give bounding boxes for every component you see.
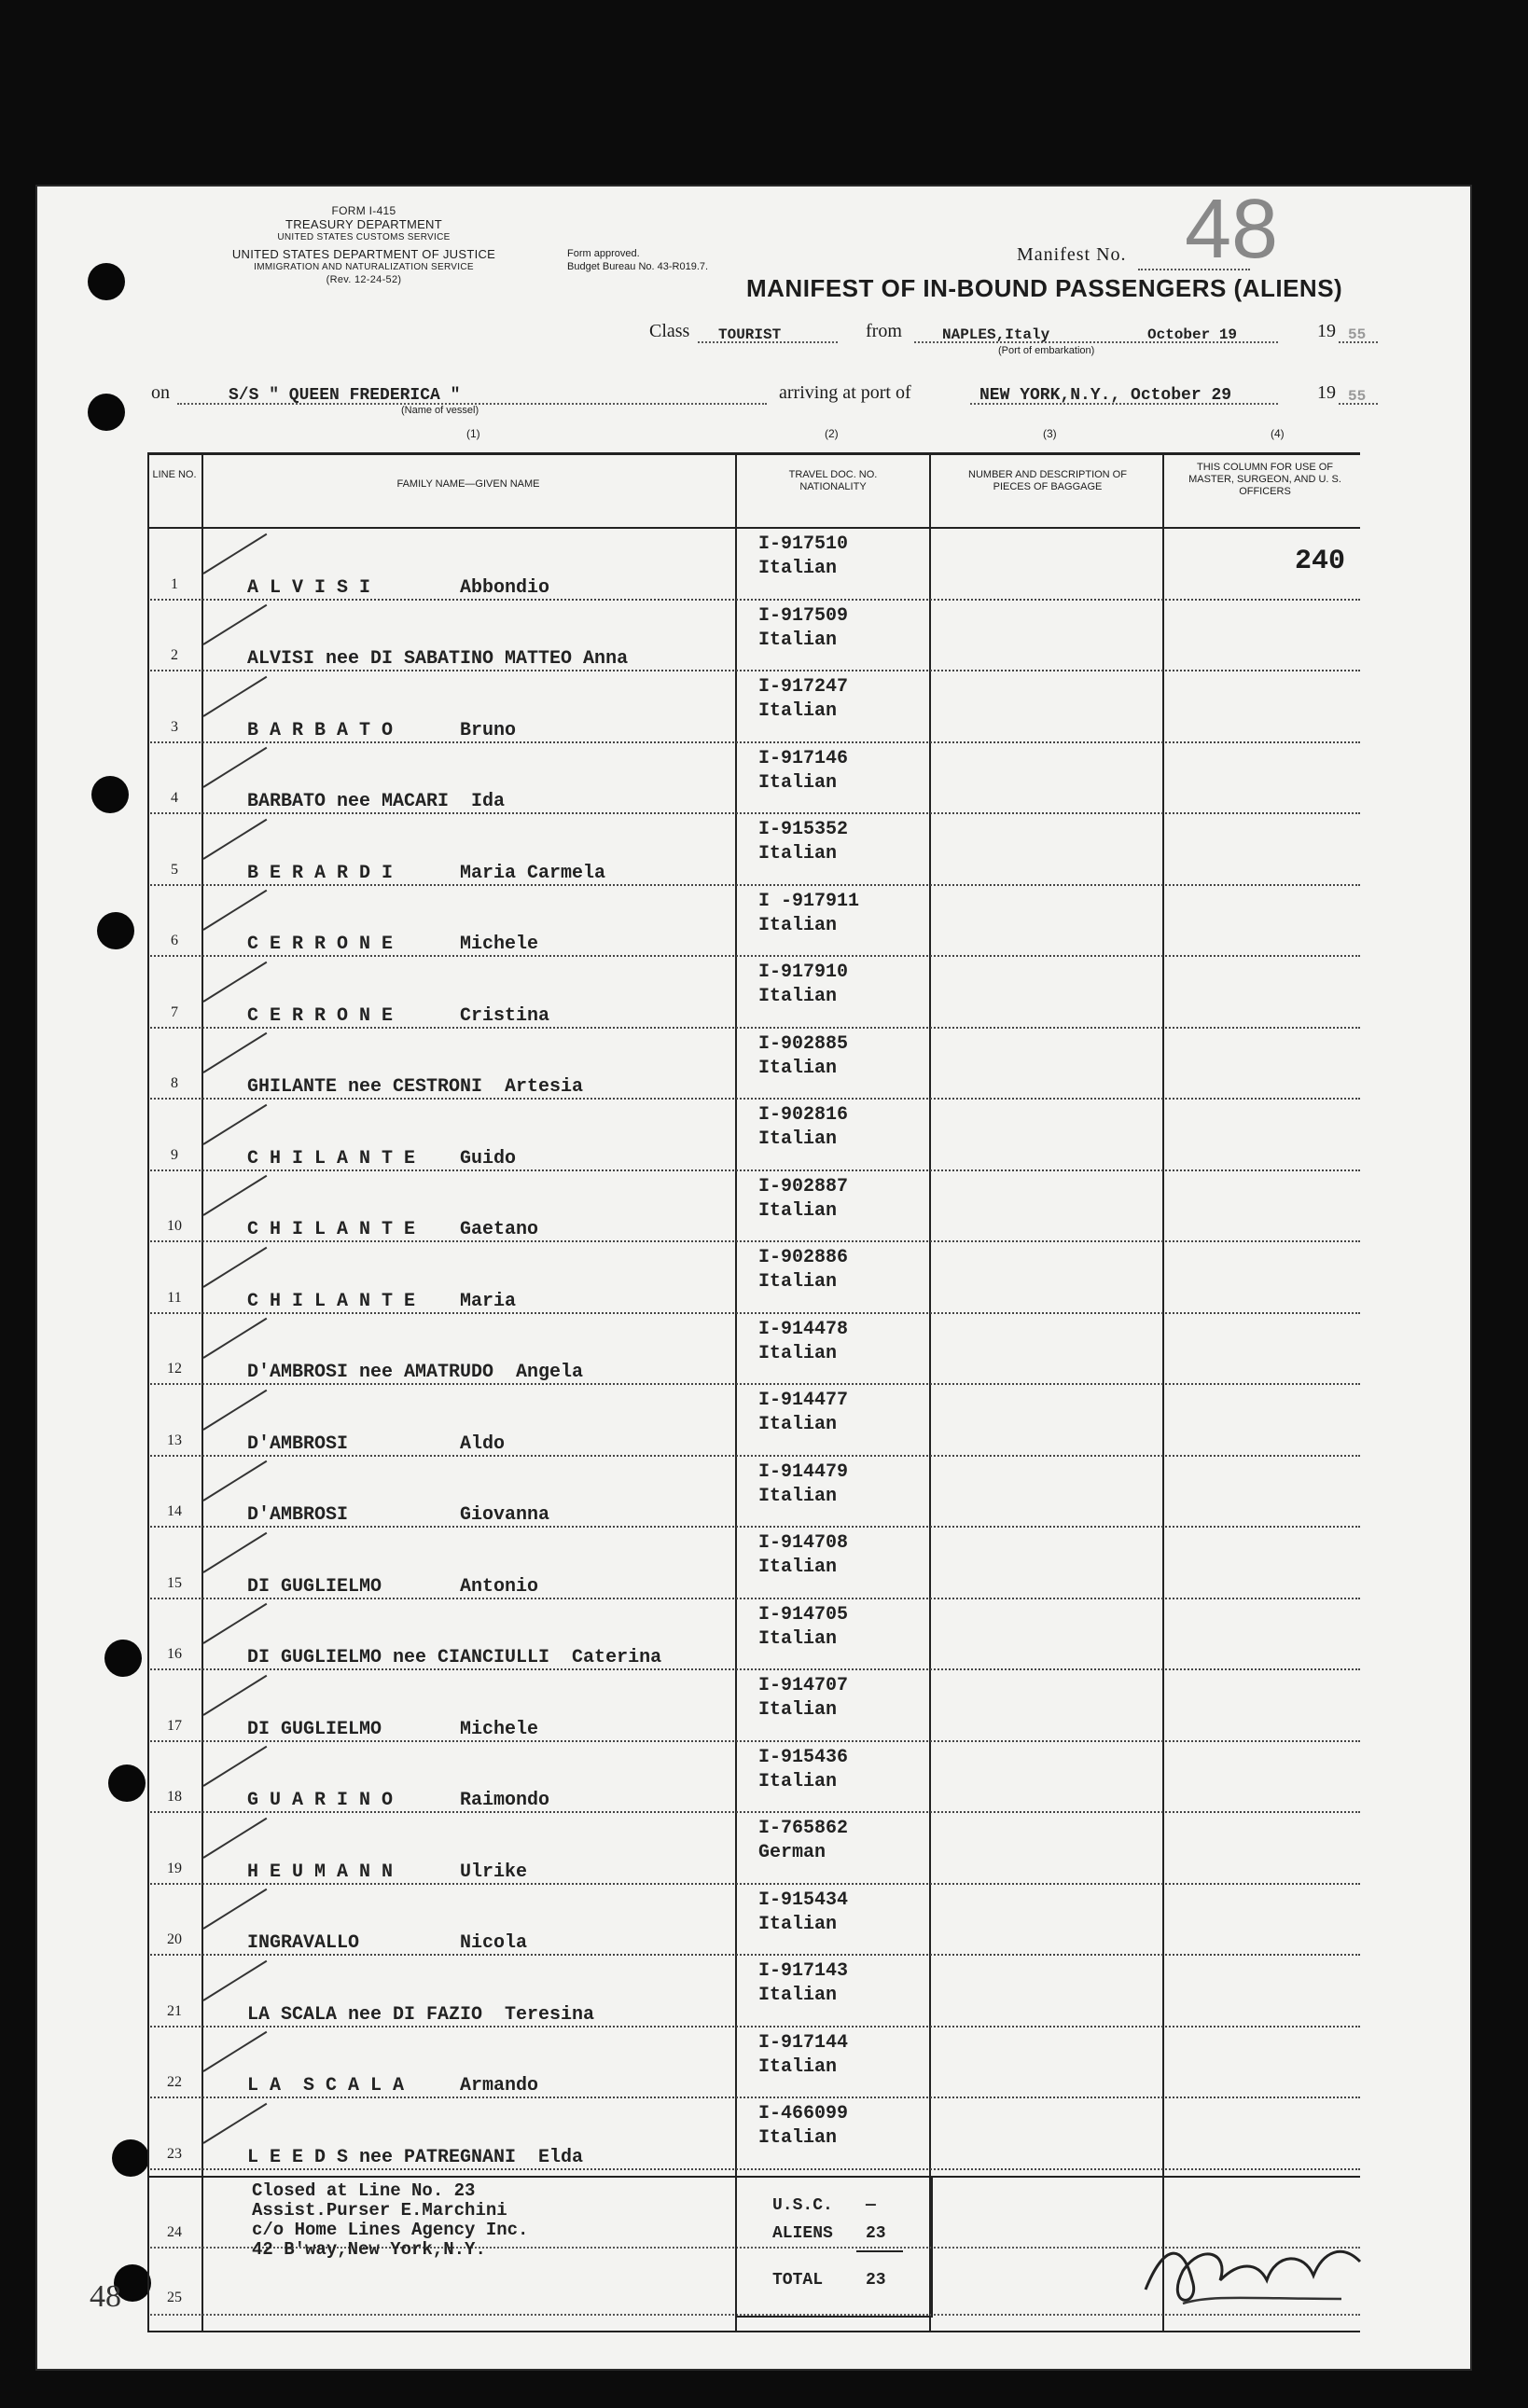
on-label: on (151, 382, 170, 403)
passenger-row (147, 957, 1360, 1029)
from-label: from (866, 321, 902, 341)
travel-doc (758, 961, 848, 1009)
passenger-row (147, 814, 1360, 886)
nationality: Italian (758, 2055, 838, 2078)
usc-value: — (866, 2196, 876, 2215)
passenger-name: C H I L A N T E Gaetano (247, 1219, 539, 1240)
class-value: TOURIST (718, 326, 782, 343)
doc-number: I-917146 (758, 747, 849, 769)
page-title: MANIFEST OF IN-BOUND PASSENGERS (ALIENS) (746, 274, 1343, 302)
travel-doc (758, 890, 859, 938)
check-mark (202, 1318, 267, 1359)
passenger-name: BARBATO nee MACARI Ida (247, 791, 506, 812)
nationality: Italian (758, 1057, 838, 1079)
punch-hole (108, 1764, 146, 1802)
doc-number: I-917247 (758, 676, 849, 698)
passenger-row (147, 1457, 1360, 1529)
passenger-name: B E R A R D I Maria Carmela (247, 862, 606, 884)
check-mark (202, 675, 267, 716)
nationality: Italian (758, 1770, 838, 1792)
passenger-row (147, 671, 1360, 743)
doc-number: I-914477 (758, 1390, 849, 1411)
line-number-25: 25 (167, 2290, 182, 2305)
passenger-name: G U A R I N O Raimondo (247, 1790, 550, 1811)
nationality: Italian (758, 629, 838, 651)
passenger-row (147, 1956, 1360, 2027)
vessel-label: (Name of vessel) (401, 405, 479, 416)
line-number: 21 (167, 2002, 182, 2019)
col-officers-header: THIS COLUMN FOR USE OF MASTER, SURGEON, AND U. S. OFFICERS (1188, 462, 1341, 497)
passenger-row (147, 1813, 1360, 1885)
travel-doc (758, 1603, 848, 1652)
aliens-label: ALIENS (772, 2224, 833, 2243)
passenger-row (147, 1385, 1360, 1457)
passenger-name: INGRAVALLO Nicola (247, 1932, 528, 1954)
table-left-border (147, 452, 149, 2332)
line-number: 6 (171, 933, 178, 948)
line-number: 3 (171, 718, 178, 735)
nationality: German (758, 1842, 827, 1863)
travel-doc (758, 1959, 848, 2008)
line-number: 2 (171, 647, 178, 663)
nationality: Italian (758, 914, 838, 936)
travel-doc (758, 1531, 848, 1580)
line-number: 14 (167, 1503, 182, 1519)
total-label: TOTAL (772, 2271, 824, 2290)
revision: (Rev. 12-24-52) (326, 274, 402, 285)
year-label-1: 19 (1317, 321, 1336, 341)
line-number: 10 (167, 1218, 182, 1234)
travel-doc (758, 1103, 848, 1152)
passenger-row (147, 1599, 1360, 1671)
from-value: NAPLES,Italy (942, 326, 1050, 343)
arriving-label: arriving at port of (779, 382, 911, 403)
total-value: 23 (866, 2271, 886, 2290)
travel-doc (758, 1746, 848, 1794)
punch-hole (97, 912, 134, 949)
passenger-row (147, 1171, 1360, 1243)
travel-doc (758, 675, 848, 724)
nationality: Italian (758, 843, 838, 865)
passenger-row (147, 529, 1360, 601)
line-number: 19 (167, 1860, 182, 1876)
nationality: Italian (758, 2127, 838, 2149)
check-mark (202, 1175, 267, 1216)
line-number: 23 (167, 2145, 182, 2162)
travel-doc (758, 604, 848, 653)
port-embark-label: (Port of embarkation) (998, 345, 1095, 356)
doc-number: I-915352 (758, 819, 849, 840)
line-number: 12 (167, 1361, 182, 1377)
passenger-name: L A S C A L A Armando (247, 2075, 539, 2097)
punch-hole (88, 263, 125, 300)
travel-doc (758, 1246, 848, 1294)
year-label-2: 19 (1317, 382, 1336, 403)
check-mark (202, 1460, 267, 1502)
check-mark (202, 1817, 267, 1858)
nationality: Italian (758, 1985, 838, 2006)
col-line-header: LINE NO. (152, 469, 197, 480)
check-mark (202, 1889, 267, 1930)
col-num-3: (3) (1043, 427, 1057, 440)
line-number: 9 (171, 1146, 178, 1163)
passenger-row (147, 1314, 1360, 1386)
vessel-name: S/S " QUEEN FREDERICA " (229, 386, 461, 405)
passenger-name: GHILANTE nee CESTRONI Artesia (247, 1076, 584, 1098)
passenger-row (147, 886, 1360, 958)
doc-number: I-902816 (758, 1104, 849, 1126)
passenger-row (147, 1670, 1360, 1742)
margin-note: 48 (90, 2279, 121, 2314)
passenger-row (147, 601, 1360, 672)
officer-signature (1127, 2224, 1369, 2318)
col-baggage-header: NUMBER AND DESCRIPTION OF PIECES OF BAGGAGE (968, 469, 1127, 492)
closed-line: Closed at Line No. 23 (252, 2180, 476, 2201)
nationality: Italian (758, 700, 838, 722)
doc-number: I-917144 (758, 2031, 849, 2054)
ins-service: IMMIGRATION AND NATURALIZATION SERVICE (254, 262, 474, 272)
doc-number: I-915434 (758, 1889, 849, 1911)
table-bottom-border (147, 2331, 1360, 2332)
travel-doc (758, 1318, 848, 1366)
line-number: 22 (167, 2074, 182, 2090)
arrival-port: NEW YORK,N.Y., October 29 (979, 386, 1232, 405)
passenger-name: C E R R O N E Michele (247, 934, 539, 955)
usc-label: U.S.C. (772, 2196, 833, 2215)
check-mark (202, 1389, 267, 1430)
passenger-row (147, 1885, 1360, 1957)
line-number: 1 (171, 575, 178, 592)
doc-number: I-902887 (758, 1175, 849, 1197)
nationality: Italian (758, 1128, 838, 1150)
punch-hole (91, 776, 129, 813)
doc-number: I-914708 (758, 1532, 849, 1554)
line-number: 11 (167, 1289, 182, 1306)
passenger-name: DI GUGLIELMO Antonio (247, 1575, 539, 1598)
check-mark (202, 961, 267, 1002)
treasury-dept: TREASURY DEPARTMENT (285, 217, 442, 231)
line-number: 7 (171, 1003, 178, 1020)
passenger-name: C E R R O N E Cristina (247, 1004, 550, 1027)
line-number: 16 (167, 1646, 182, 1662)
doc-number: I-917910 (758, 962, 849, 983)
sum-rule (856, 2250, 903, 2252)
nationality: Italian (758, 1199, 838, 1222)
doc-number: I-917510 (758, 533, 849, 555)
travel-doc (758, 2102, 848, 2151)
passenger-name: D'AMBROSI nee AMATRUDO Angela (247, 1362, 584, 1383)
check-mark (202, 1032, 267, 1073)
purser-line: Assist.Purser E.Marchini (252, 2200, 507, 2221)
line-number: 5 (171, 861, 178, 878)
year-value-1: 55 (1348, 326, 1367, 343)
doc-number: I-902885 (758, 1032, 849, 1055)
passenger-name: LA SCALA nee DI FAZIO Teresina (247, 2003, 595, 2026)
class-label: Class (649, 321, 690, 341)
row-divider (147, 2168, 1360, 2170)
punch-hole (104, 1640, 142, 1677)
passenger-name: D'AMBROSI Aldo (247, 1432, 506, 1455)
doc-number: I-902886 (758, 1247, 849, 1268)
passenger-name: A L V I S I Abbondio (247, 576, 550, 599)
check-mark (202, 1674, 267, 1715)
nationality: Italian (758, 1913, 838, 1935)
travel-doc (758, 2031, 848, 2080)
doc-number: I-914707 (758, 1675, 849, 1696)
manifest-number: 48 (1185, 183, 1279, 276)
travel-doc (758, 533, 848, 581)
year-value-2: 55 (1348, 388, 1367, 405)
doc-number: I-914479 (758, 1460, 849, 1483)
line-number: 15 (167, 1574, 182, 1591)
passenger-name: B A R B A T O Bruno (247, 719, 517, 741)
nationality: Italian (758, 558, 838, 579)
col-doc-header: TRAVEL DOC. NO. NATIONALITY (788, 469, 878, 492)
check-mark (202, 1246, 267, 1287)
check-mark (202, 604, 267, 645)
passenger-name: D'AMBROSI Giovanna (247, 1504, 550, 1526)
travel-doc (758, 1389, 848, 1437)
passenger-name: C H I L A N T E Maria (247, 1290, 517, 1312)
passenger-row (147, 1528, 1360, 1599)
passenger-name: DI GUGLIELMO Michele (247, 1718, 539, 1740)
line-number: 4 (171, 790, 178, 806)
form-number: FORM I-415 (331, 204, 396, 217)
manifest-sheet (37, 183, 1470, 2369)
nationality: Italian (758, 986, 838, 1007)
nationality: Italian (758, 1414, 838, 1435)
doc-number: I-914705 (758, 1603, 849, 1626)
col-num-2: (2) (825, 427, 839, 440)
doc-number: I-765862 (758, 1818, 849, 1839)
check-mark (202, 747, 267, 788)
passenger-name: C H I L A N T E Guido (247, 1147, 517, 1169)
passenger-row (147, 743, 1360, 815)
check-mark (202, 2031, 267, 2072)
check-mark (202, 1103, 267, 1144)
travel-doc (758, 1175, 848, 1224)
passenger-row (147, 1100, 1360, 1171)
nationality: Italian (758, 1342, 838, 1364)
form-approved: Form approved. (567, 248, 640, 259)
summary-box (735, 2176, 933, 2318)
passenger-name: ALVISI nee DI SABATINO MATTEO Anna (247, 648, 629, 670)
line-number: 13 (167, 1432, 182, 1448)
nationality: Italian (758, 1699, 838, 1721)
nationality: Italian (758, 1557, 838, 1578)
table-top-border (147, 452, 1360, 455)
officer-note: 240 (1295, 546, 1346, 577)
doc-number: I-914478 (758, 1318, 849, 1340)
customs-service: UNITED STATES CUSTOMS SERVICE (277, 232, 451, 242)
col-num-1: (1) (466, 427, 480, 440)
travel-doc (758, 1674, 848, 1723)
check-mark (202, 1959, 267, 2000)
travel-doc (758, 1889, 848, 1937)
travel-doc (758, 1817, 848, 1865)
passenger-table (147, 452, 1360, 2332)
budget-bureau: Budget Bureau No. 43-R019.7. (567, 261, 709, 272)
travel-doc (758, 747, 848, 796)
punch-hole (112, 2139, 149, 2177)
line-number: 20 (167, 1931, 182, 1947)
passenger-row (147, 2027, 1360, 2099)
check-mark (202, 1531, 267, 1572)
line-number: 8 (171, 1075, 178, 1091)
nationality: Italian (758, 1271, 838, 1293)
line-number: 17 (167, 1717, 182, 1734)
agency-line: c/o Home Lines Agency Inc. (252, 2220, 529, 2240)
travel-doc (758, 1460, 848, 1509)
check-mark (202, 533, 267, 574)
col-name-header: FAMILY NAME—GIVEN NAME (396, 478, 540, 490)
line-number-24: 24 (167, 2224, 182, 2240)
passenger-row (147, 1742, 1360, 1814)
check-mark (202, 1746, 267, 1787)
col-num-4: (4) (1271, 427, 1285, 440)
doc-number: I-917143 (758, 1960, 849, 1982)
passenger-row (147, 1242, 1360, 1314)
doc-number: I-917509 (758, 604, 849, 627)
punch-hole (88, 394, 125, 431)
nationality: Italian (758, 1485, 838, 1507)
travel-doc (758, 1032, 848, 1081)
manifest-label: Manifest No. (1017, 244, 1127, 265)
justice-dept: UNITED STATES DEPARTMENT OF JUSTICE (231, 247, 496, 261)
doc-number: I-915436 (758, 1746, 849, 1768)
travel-doc (758, 818, 848, 866)
doc-number: I-466099 (758, 2103, 849, 2124)
check-mark (202, 1603, 267, 1644)
closed-note (252, 2181, 528, 2260)
address-line: 42 B'way,New York,N.Y. (252, 2239, 486, 2260)
passenger-name: H E U M A N N Ulrike (247, 1861, 528, 1883)
passenger-row (147, 2098, 1360, 2170)
nationality: Italian (758, 1627, 838, 1650)
check-mark (202, 890, 267, 931)
passenger-row (147, 1029, 1360, 1100)
doc-number: I -917911 (758, 890, 860, 912)
nationality: Italian (758, 771, 838, 794)
passenger-name: DI GUGLIELMO nee CIANCIULLI Caterina (247, 1647, 662, 1668)
check-mark (202, 2102, 267, 2143)
depart-date: October 19 (1147, 326, 1238, 343)
passenger-name: L E E D S nee PATREGNANI Elda (247, 2146, 584, 2168)
check-mark (202, 818, 267, 859)
line-number: 18 (167, 1789, 182, 1805)
aliens-value: 23 (866, 2224, 886, 2243)
